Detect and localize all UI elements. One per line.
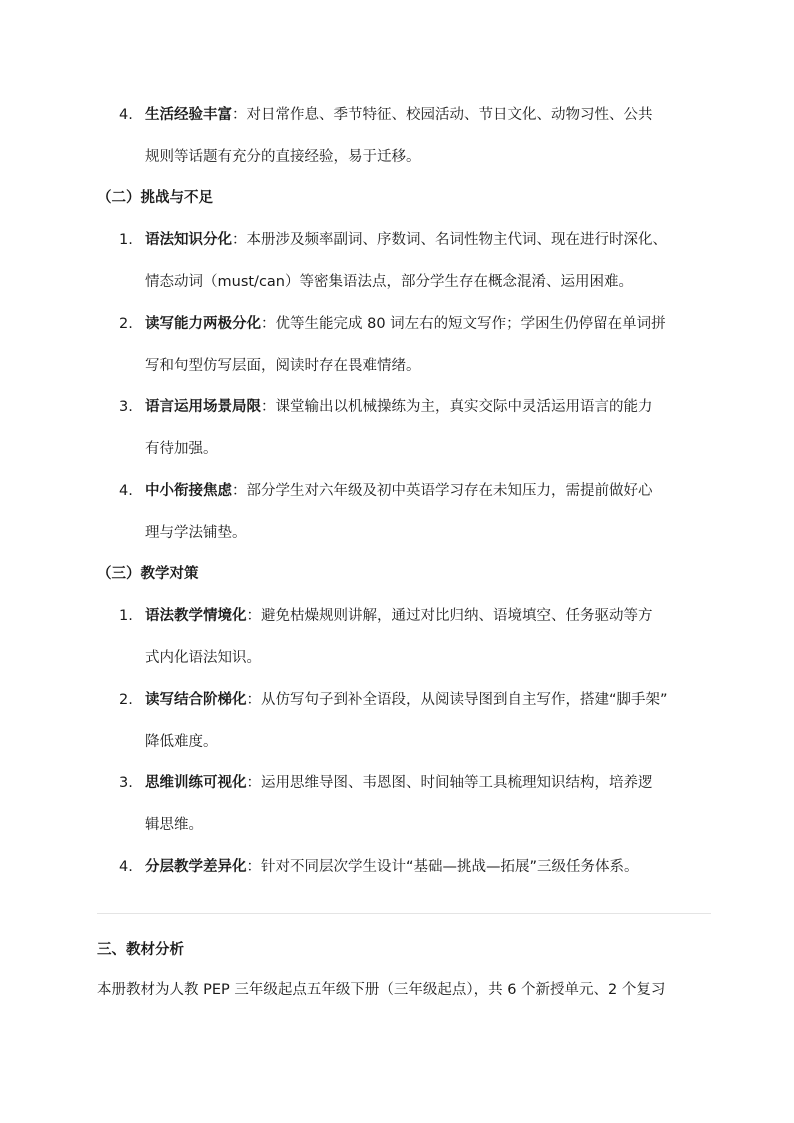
list-item-continuation: 有待加强。	[145, 441, 218, 457]
list-item-term: 语法知识分化	[145, 232, 232, 248]
list-item-term: 中小衔接焦虑	[145, 483, 232, 499]
list-item-term: 分层教学差异化	[145, 859, 247, 875]
body-paragraph: 本册教材为人教 PEP 三年级起点五年级下册（三年级起点），共 6 个新授单元、2 个复习	[97, 982, 666, 998]
list-item-term: 思维训练可视化	[145, 775, 247, 791]
list-item-line	[145, 314, 666, 334]
list-item-line	[145, 606, 653, 626]
list-item-term: 语言运用场景局限	[145, 399, 261, 415]
subsection-heading-strategies: （三）教学对策	[97, 566, 199, 582]
list-number: 1.	[119, 608, 133, 624]
list-item-line	[145, 481, 653, 501]
list-item-text: ：优等生能完成 80 词左右的短文写作；学困生仍停留在单词拼	[261, 316, 666, 332]
list-item-text: ：从仿写句子到补全语段，从阅读导图到自主写作，搭建“脚手架”	[246, 692, 668, 708]
section-divider	[97, 913, 711, 914]
list-item-term: 读写结合阶梯化	[145, 692, 247, 708]
list-item-continuation: 理与学法铺垫。	[145, 525, 247, 541]
list-item-text: ：运用思维导图、韦恩图、时间轴等工具梳理知识结构，培养逻	[246, 775, 653, 791]
list-item-continuation: 式内化语法知识。	[145, 650, 261, 666]
list-item-text: ：课堂输出以机械操练为主，真实交际中灵活运用语言的能力	[261, 399, 653, 415]
list-item-term: 生活经验丰富	[145, 107, 232, 123]
list-number: 2.	[119, 692, 133, 708]
section-heading: 三、教材分析	[97, 942, 184, 958]
list-item-text: ：本册涉及频率副词、序数词、名词性物主代词、现在进行时深化、	[232, 232, 667, 248]
list-item-line	[145, 397, 653, 417]
list-item-text: ：针对不同层次学生设计“基础—挑战—拓展”三级任务体系。	[246, 859, 639, 875]
list-number: 1.	[119, 232, 133, 248]
list-item-line	[145, 773, 653, 793]
list-number: 3.	[119, 399, 133, 415]
list-item-line	[145, 857, 639, 877]
list-number: 4.	[119, 483, 133, 499]
list-item-line	[145, 105, 653, 125]
list-item-continuation: 辑思维。	[145, 817, 203, 833]
list-number: 3.	[119, 775, 133, 791]
list-item-continuation: 写和句型仿写层面，阅读时存在畏难情绪。	[145, 358, 421, 374]
list-item-term: 语法教学情境化	[145, 608, 247, 624]
list-item-line	[145, 230, 667, 250]
list-item-continuation: 规则等话题有充分的直接经验，易于迁移。	[145, 149, 421, 165]
list-number: 2.	[119, 316, 133, 332]
list-item-text: ：部分学生对六年级及初中英语学习存在未知压力，需提前做好心	[232, 483, 653, 499]
list-item-continuation: 情态动词（must/can）等密集语法点，部分学生存在概念混淆、运用困难。	[145, 274, 633, 290]
list-item-term: 读写能力两极分化	[145, 316, 261, 332]
list-item-text: ：避免枯燥规则讲解，通过对比归纳、语境填空、任务驱动等方	[246, 608, 653, 624]
list-number: 4.	[119, 859, 133, 875]
list-item-continuation: 降低难度。	[145, 734, 218, 750]
list-number: 4.	[119, 107, 133, 123]
list-item-line	[145, 690, 668, 710]
subsection-heading-challenges: （二）挑战与不足	[97, 190, 213, 206]
list-item-text: ：对日常作息、季节特征、校园活动、节日文化、动物习性、公共	[232, 107, 653, 123]
